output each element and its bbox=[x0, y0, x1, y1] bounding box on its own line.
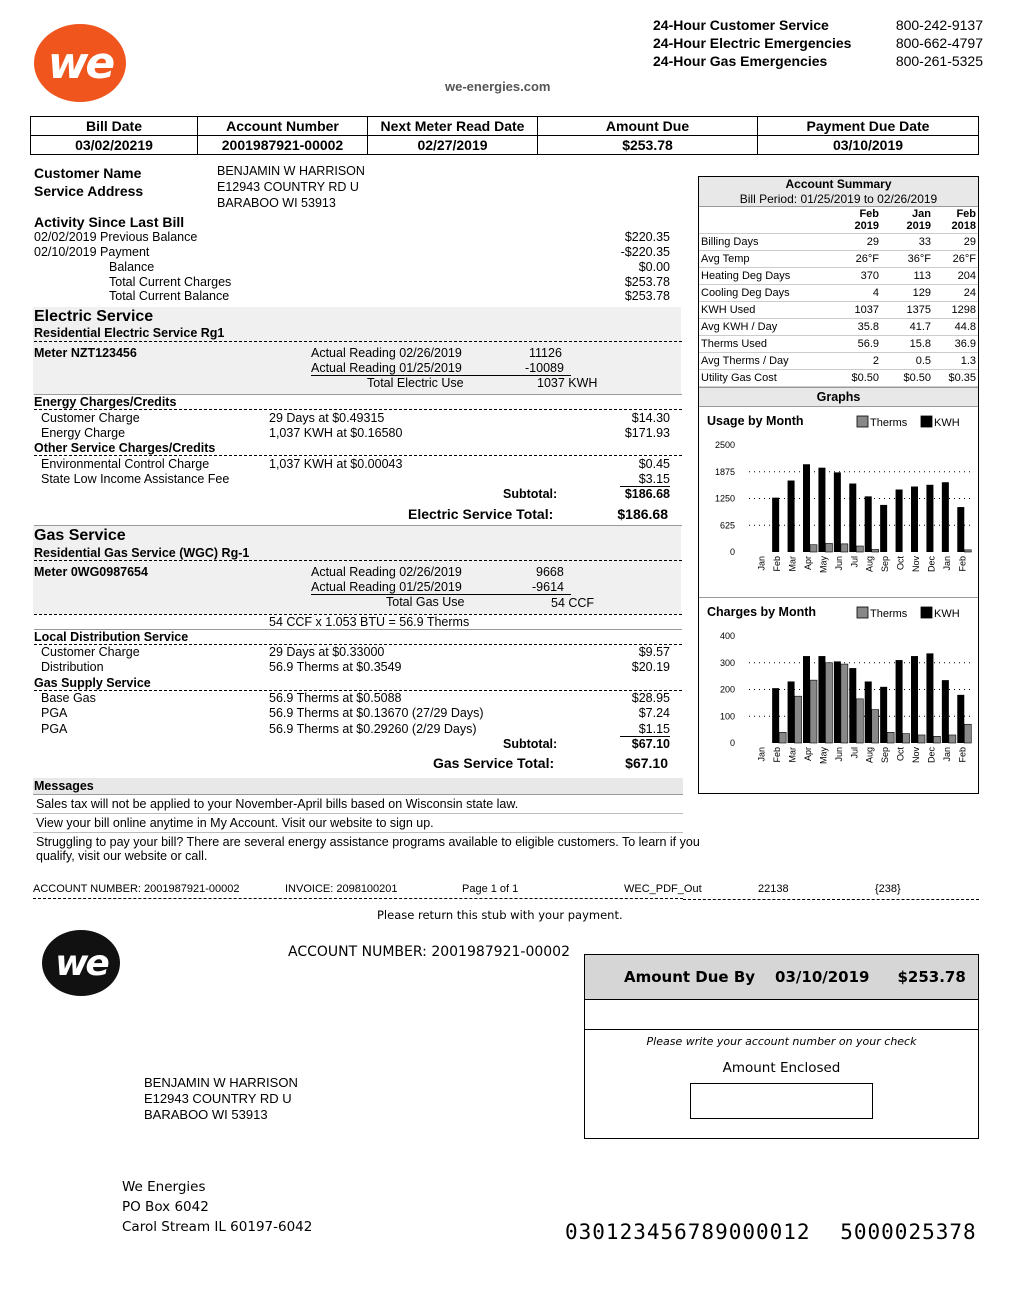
bar-therms bbox=[933, 736, 940, 743]
stub-customer-addr1: E12943 COUNTRY RD U bbox=[144, 1091, 292, 1106]
charge-label: Base Gas bbox=[41, 691, 96, 705]
summary-row: KWH Used 1037 1375 1298 bbox=[699, 301, 978, 318]
charge-amount: $28.95 bbox=[631, 691, 670, 705]
activity-amount: $0.00 bbox=[638, 260, 670, 274]
x-tick-label: Dec bbox=[926, 746, 937, 763]
summary-row: Avg Temp 26°F 36°F 26°F bbox=[699, 250, 978, 267]
bar-kwh bbox=[849, 668, 856, 743]
legend-swatch bbox=[921, 607, 932, 618]
amount-due-by-amount: $253.78 bbox=[897, 968, 966, 986]
chart-title: Usage by Month bbox=[707, 413, 804, 428]
remit-pobox: PO Box 6042 bbox=[122, 1199, 209, 1215]
y-tick-label: 1250 bbox=[714, 493, 735, 503]
amount-due-value: $253.78 bbox=[538, 136, 758, 155]
bill-period: Bill Period: 01/25/2019 to 02/26/2019 bbox=[739, 192, 938, 206]
remit-name: We Energies bbox=[122, 1179, 206, 1195]
charge-detail: 56.9 Therms at $0.29260 (2/29 Days) bbox=[269, 722, 477, 736]
charge-row bbox=[41, 691, 670, 706]
amount-enclosed-input[interactable] bbox=[690, 1083, 873, 1119]
gas-title: Gas Service bbox=[34, 527, 126, 544]
gas-read2: -9614 bbox=[532, 580, 564, 594]
footer-invoice: INVOICE: 2098100201 bbox=[285, 883, 398, 895]
x-tick-label: May bbox=[818, 746, 829, 764]
charge-amount: $14.30 bbox=[631, 411, 670, 425]
service-address-label: Service Address bbox=[34, 183, 144, 199]
gas-use-label: Total Gas Use bbox=[386, 595, 465, 609]
payment-due-header: Payment Due Date bbox=[758, 117, 979, 136]
charge-row bbox=[41, 645, 670, 660]
bar-kwh bbox=[957, 694, 964, 742]
contact-label: 24-Hour Gas Emergencies bbox=[653, 53, 828, 69]
ocr-code-2: 5000025378 bbox=[840, 1220, 977, 1244]
charge-amount: $1.15 bbox=[638, 722, 670, 736]
gas-subtotal: $67.10 bbox=[631, 737, 670, 751]
chart-title: Charges by Month bbox=[707, 604, 817, 619]
bar-therms bbox=[841, 664, 848, 743]
electric-meter: Meter NZT123456 bbox=[34, 346, 137, 360]
payment-box bbox=[584, 954, 979, 1139]
bar-kwh bbox=[818, 656, 825, 743]
electric-subtotal-label: Subtotal: bbox=[503, 487, 558, 501]
y-tick-label: 100 bbox=[719, 710, 735, 721]
summary-row: Avg Therms / Day 2 0.5 1.3 bbox=[699, 352, 978, 369]
bar-kwh bbox=[772, 497, 779, 551]
bar-therms bbox=[825, 543, 832, 552]
amount-due-by-date: 03/10/2019 bbox=[775, 968, 870, 986]
x-tick-label: Feb bbox=[772, 555, 783, 572]
electric-subtitle: Residential Electric Service Rg1 bbox=[34, 326, 225, 340]
x-tick-label: Jul bbox=[849, 555, 860, 568]
x-tick-label: Apr bbox=[803, 746, 813, 761]
x-tick-label: Jun bbox=[833, 555, 844, 571]
legend-swatch bbox=[857, 607, 868, 618]
x-tick-label: Nov bbox=[911, 555, 921, 572]
activity-label: Total Current Charges bbox=[109, 275, 232, 289]
gas-read1-label: Actual Reading 02/26/2019 bbox=[311, 565, 462, 579]
activity-amount: $253.78 bbox=[624, 289, 670, 303]
y-tick-label: 0 bbox=[729, 737, 735, 748]
electric-read1: 11126 bbox=[529, 346, 562, 360]
return-note: Please return this stub with your payment. bbox=[377, 908, 623, 922]
activity-amount: $220.35 bbox=[624, 230, 670, 244]
charge-row bbox=[41, 722, 670, 737]
bar-kwh bbox=[834, 661, 841, 743]
contact-number[interactable]: 800-242-9137 bbox=[895, 17, 983, 33]
account-summary-panel bbox=[698, 176, 979, 794]
col-year: 2019 bbox=[854, 219, 879, 232]
x-tick-label: May bbox=[818, 555, 829, 573]
ocr-scanline bbox=[565, 1220, 977, 1244]
electric-use: 1037 KWH bbox=[537, 376, 598, 390]
activity-title: Activity Since Last Bill bbox=[34, 214, 185, 230]
bar-kwh bbox=[942, 482, 949, 552]
summary-row: Heating Deg Days 370 113 204 bbox=[699, 267, 978, 284]
x-tick-label: Sep bbox=[880, 555, 891, 572]
bar-kwh bbox=[834, 472, 841, 552]
bar-kwh bbox=[772, 688, 779, 743]
stub-customer-addr2: BARABOO WI 53913 bbox=[144, 1107, 268, 1122]
summary-row: Billing Days 29 33 29 bbox=[699, 233, 978, 250]
y-tick-label: 2500 bbox=[714, 439, 735, 450]
bill-summary-table bbox=[30, 116, 979, 155]
charge-detail: 56.9 Therms at $0.5088 bbox=[269, 691, 402, 705]
bar-therms bbox=[825, 662, 832, 742]
footer-account: ACCOUNT NUMBER: 2001987921-00002 bbox=[33, 883, 240, 895]
charge-label: PGA bbox=[41, 722, 68, 736]
payment-due-value: 03/10/2019 bbox=[758, 136, 979, 155]
bar-kwh bbox=[788, 480, 795, 551]
charge-label: State Low Income Assistance Fee bbox=[41, 472, 230, 486]
legend-label: Therms bbox=[870, 607, 908, 620]
charge-row bbox=[41, 411, 670, 426]
gas-supply-title: Gas Supply Service bbox=[34, 676, 151, 690]
usage-by-month-chart bbox=[699, 407, 978, 597]
activity-label: Total Current Balance bbox=[109, 289, 230, 303]
bar-kwh bbox=[926, 484, 933, 551]
col-year: 2019 bbox=[906, 219, 931, 232]
bar-kwh bbox=[865, 496, 872, 552]
message-item: View your bill online anytime in My Account. Visit our website to sign up. bbox=[33, 814, 683, 833]
gas-read1: 9668 bbox=[536, 565, 564, 579]
messages-title: Messages bbox=[33, 778, 683, 795]
bar-therms bbox=[810, 680, 817, 743]
contact-number[interactable]: 800-261-5325 bbox=[895, 53, 983, 69]
legend-label: Therms bbox=[870, 416, 908, 429]
x-tick-label: Dec bbox=[926, 555, 937, 572]
bar-therms bbox=[949, 734, 956, 742]
bar-kwh bbox=[803, 464, 810, 552]
charge-label: Environmental Control Charge bbox=[41, 457, 210, 471]
bar-therms bbox=[903, 733, 910, 742]
y-tick-label: 1875 bbox=[714, 466, 735, 477]
charge-row bbox=[41, 472, 670, 487]
bar-kwh bbox=[865, 681, 872, 743]
bar-therms bbox=[779, 732, 786, 743]
y-tick-label: 400 bbox=[719, 630, 735, 641]
bill-date-header: Bill Date bbox=[31, 117, 198, 136]
x-tick-label: Jan bbox=[756, 555, 767, 571]
col-month: Feb bbox=[859, 207, 879, 220]
stub-customer-name: BENJAMIN W HARRISON bbox=[144, 1075, 298, 1090]
we-energies-logo: we bbox=[34, 24, 126, 102]
activity-row bbox=[109, 275, 670, 290]
charge-row bbox=[41, 660, 670, 675]
bar-kwh bbox=[957, 507, 964, 552]
footer-code: 22138 bbox=[758, 883, 789, 895]
summary-row: Utility Gas Cost $0.50 $0.50 $0.35 bbox=[699, 369, 978, 386]
electric-read2-label: Actual Reading 01/25/2019 bbox=[311, 361, 462, 375]
charge-label: Distribution bbox=[41, 660, 104, 674]
account-number-value: 2001987921-00002 bbox=[198, 136, 368, 155]
bar-kwh bbox=[896, 489, 903, 551]
col-month: Jan bbox=[912, 207, 931, 220]
footer-page: Page 1 of 1 bbox=[462, 883, 519, 895]
service-address-line1: E12943 COUNTRY RD U bbox=[217, 180, 359, 194]
contact-list bbox=[653, 16, 983, 70]
bar-therms bbox=[872, 549, 879, 552]
bar-therms bbox=[856, 698, 863, 742]
electric-total: $186.68 bbox=[617, 506, 668, 522]
bar-kwh bbox=[942, 680, 949, 743]
summary-row: Therms Used 56.9 15.8 36.9 bbox=[699, 335, 978, 352]
bar-therms bbox=[887, 732, 894, 743]
charge-row bbox=[41, 426, 670, 441]
charge-detail: 29 Days at $0.49315 bbox=[269, 411, 385, 425]
graphs-title: Graphs bbox=[699, 387, 978, 407]
gas-subtotal-label: Subtotal: bbox=[503, 737, 558, 751]
col-year: 2018 bbox=[951, 219, 976, 232]
charge-label: PGA bbox=[41, 706, 68, 720]
charge-label: Customer Charge bbox=[41, 411, 140, 425]
charge-detail: 1,037 KWH at $0.00043 bbox=[269, 457, 403, 471]
ocr-code-1: 030123456789000012 bbox=[565, 1220, 811, 1244]
bill-date-value: 03/02/20219 bbox=[31, 136, 198, 155]
x-tick-label: Mar bbox=[787, 555, 798, 571]
bar-therms bbox=[964, 549, 971, 551]
we-energies-stub-logo: we bbox=[42, 930, 120, 996]
amount-due-header: Amount Due bbox=[538, 117, 758, 136]
legend-swatch bbox=[857, 416, 868, 427]
bar-kwh bbox=[911, 656, 918, 743]
footer-ref: {238} bbox=[875, 883, 901, 895]
customer-name: BENJAMIN W HARRISON bbox=[217, 164, 365, 178]
summary-row: Cooling Deg Days 4 129 24 bbox=[699, 284, 978, 301]
bar-kwh bbox=[911, 486, 918, 551]
divider bbox=[34, 560, 682, 561]
bar-kwh bbox=[788, 681, 795, 743]
y-tick-label: 300 bbox=[719, 657, 735, 668]
gas-meter: Meter 0WG0987654 bbox=[34, 565, 148, 579]
gas-subtitle: Residential Gas Service (WGC) Rg-1 bbox=[34, 546, 250, 560]
divider bbox=[34, 455, 682, 456]
bar-therms bbox=[918, 734, 925, 742]
y-tick-label: 625 bbox=[719, 519, 735, 530]
footer-dash-ext bbox=[683, 899, 979, 900]
activity-label: 02/10/2019 Payment bbox=[34, 245, 150, 259]
remit-city: Carol Stream IL 60197-6042 bbox=[122, 1219, 313, 1235]
activity-row bbox=[34, 245, 670, 260]
local-distribution-title: Local Distribution Service bbox=[34, 630, 189, 644]
contact-label: 24-Hour Electric Emergencies bbox=[653, 35, 852, 51]
messages-box bbox=[33, 778, 700, 865]
charge-label: Customer Charge bbox=[41, 645, 140, 659]
next-read-header: Next Meter Read Date bbox=[368, 117, 538, 136]
x-tick-label: Jan bbox=[756, 746, 767, 762]
x-tick-label: Oct bbox=[895, 555, 906, 570]
charge-detail: 29 Days at $0.33000 bbox=[269, 645, 385, 659]
x-tick-label: Apr bbox=[803, 555, 813, 570]
gas-total-label: Gas Service Total: bbox=[433, 755, 555, 771]
electric-read1-label: Actual Reading 02/26/2019 bbox=[311, 346, 462, 360]
footer-line bbox=[33, 883, 901, 899]
write-account-note: Please write your account number on your check bbox=[646, 1035, 917, 1048]
bar-kwh bbox=[818, 467, 825, 551]
account-summary-table bbox=[699, 207, 978, 387]
contact-number[interactable]: 800-662-4797 bbox=[895, 35, 983, 51]
x-tick-label: Jan bbox=[941, 555, 952, 571]
y-tick-label: 200 bbox=[719, 684, 735, 694]
x-tick-label: Nov bbox=[911, 746, 921, 763]
activity-label: Balance bbox=[109, 260, 155, 274]
activity-row bbox=[109, 289, 670, 304]
bar-therms bbox=[872, 709, 879, 742]
x-tick-label: Feb bbox=[957, 746, 968, 763]
bar-kwh bbox=[880, 504, 887, 551]
charge-amount: $3.15 bbox=[638, 472, 670, 486]
gas-read2-label: Actual Reading 01/25/2019 bbox=[311, 580, 462, 594]
bar-therms bbox=[856, 546, 863, 552]
charge-row bbox=[41, 706, 670, 721]
activity-row bbox=[109, 260, 670, 275]
x-tick-label: Aug bbox=[864, 555, 875, 572]
charge-detail: 1,037 KWH at $0.16580 bbox=[269, 426, 403, 440]
charge-detail: 56.9 Therms at $0.3549 bbox=[269, 660, 402, 674]
bar-therms bbox=[795, 696, 802, 743]
next-read-value: 02/27/2019 bbox=[368, 136, 538, 155]
y-tick-label: 0 bbox=[729, 546, 735, 557]
charge-label: Energy Charge bbox=[41, 426, 126, 440]
activity-amount: -$220.35 bbox=[620, 245, 670, 259]
bar-kwh bbox=[880, 686, 887, 742]
activity-label: 02/02/2019 Previous Balance bbox=[34, 230, 198, 244]
footer-pdf: WEC_PDF_Out bbox=[624, 883, 702, 895]
gas-total: $67.10 bbox=[625, 755, 668, 771]
electric-read2: -10089 bbox=[525, 361, 564, 375]
charge-detail: 56.9 Therms at $0.13670 (27/29 Days) bbox=[269, 706, 484, 720]
electric-subtotal: $186.68 bbox=[624, 487, 670, 501]
bar-therms bbox=[964, 724, 971, 743]
stub-account-number: ACCOUNT NUMBER: 2001987921-00002 bbox=[288, 944, 570, 960]
bar-kwh bbox=[849, 483, 856, 551]
x-tick-label: Jan bbox=[941, 746, 952, 762]
x-tick-label: Mar bbox=[787, 746, 798, 762]
customer-name-label: Customer Name bbox=[34, 165, 142, 181]
contact-label: 24-Hour Customer Service bbox=[653, 17, 829, 33]
charge-amount: $9.57 bbox=[638, 645, 670, 659]
activity-amount: $253.78 bbox=[624, 275, 670, 289]
activity-row bbox=[34, 230, 670, 245]
divider bbox=[34, 409, 682, 410]
bar-therms bbox=[841, 543, 848, 551]
bar-therms bbox=[810, 544, 817, 551]
electric-use-label: Total Electric Use bbox=[367, 376, 464, 390]
account-number-header: Account Number bbox=[198, 117, 368, 136]
bar-kwh bbox=[926, 653, 933, 743]
summary-row: Avg KWH / Day 35.8 41.7 44.8 bbox=[699, 318, 978, 335]
divider bbox=[34, 341, 682, 342]
energy-charges-title: Energy Charges/Credits bbox=[34, 395, 177, 409]
x-tick-label: Feb bbox=[957, 555, 968, 572]
charge-amount: $7.24 bbox=[638, 706, 670, 720]
col-month: Feb bbox=[956, 207, 976, 220]
account-summary-title: Account Summary bbox=[785, 177, 892, 191]
bar-kwh bbox=[803, 656, 810, 743]
bar-kwh bbox=[896, 660, 903, 743]
charge-amount: $171.93 bbox=[624, 426, 670, 440]
website-link[interactable]: we-energies.com bbox=[445, 79, 551, 94]
other-charges-title: Other Service Charges/Credits bbox=[34, 441, 216, 455]
charges-by-month-chart bbox=[699, 598, 978, 788]
legend-swatch bbox=[921, 416, 932, 427]
charge-amount: $0.45 bbox=[638, 457, 670, 471]
electric-title: Electric Service bbox=[34, 308, 154, 325]
x-tick-label: Oct bbox=[895, 746, 906, 761]
x-tick-label: Aug bbox=[864, 746, 875, 763]
x-tick-label: Jun bbox=[833, 746, 844, 762]
service-address-line2: BARABOO WI 53913 bbox=[217, 196, 336, 210]
amount-due-by-label: Amount Due By bbox=[624, 968, 756, 986]
message-item: Struggling to pay your bill? There are several energy assistance programs available to eligible customers. To learn if you qualify, visit our website or call. bbox=[36, 835, 700, 863]
message-item: Sales tax will not be applied to your November-April bills based on Wisconsin state law. bbox=[33, 795, 683, 814]
legend-label: KWH bbox=[934, 416, 960, 429]
x-tick-label: Jul bbox=[849, 746, 860, 759]
x-tick-label: Sep bbox=[880, 746, 891, 763]
electric-total-label: Electric Service Total: bbox=[408, 506, 554, 522]
x-tick-label: Feb bbox=[772, 746, 783, 763]
gas-use: 54 CCF bbox=[551, 596, 595, 610]
legend-label: KWH bbox=[934, 607, 960, 620]
charge-row bbox=[41, 457, 670, 472]
amount-enclosed-label: Amount Enclosed bbox=[722, 1060, 841, 1076]
gas-conversion: 54 CCF x 1.053 BTU = 56.9 Therms bbox=[269, 615, 470, 629]
charge-amount: $20.19 bbox=[631, 660, 670, 674]
